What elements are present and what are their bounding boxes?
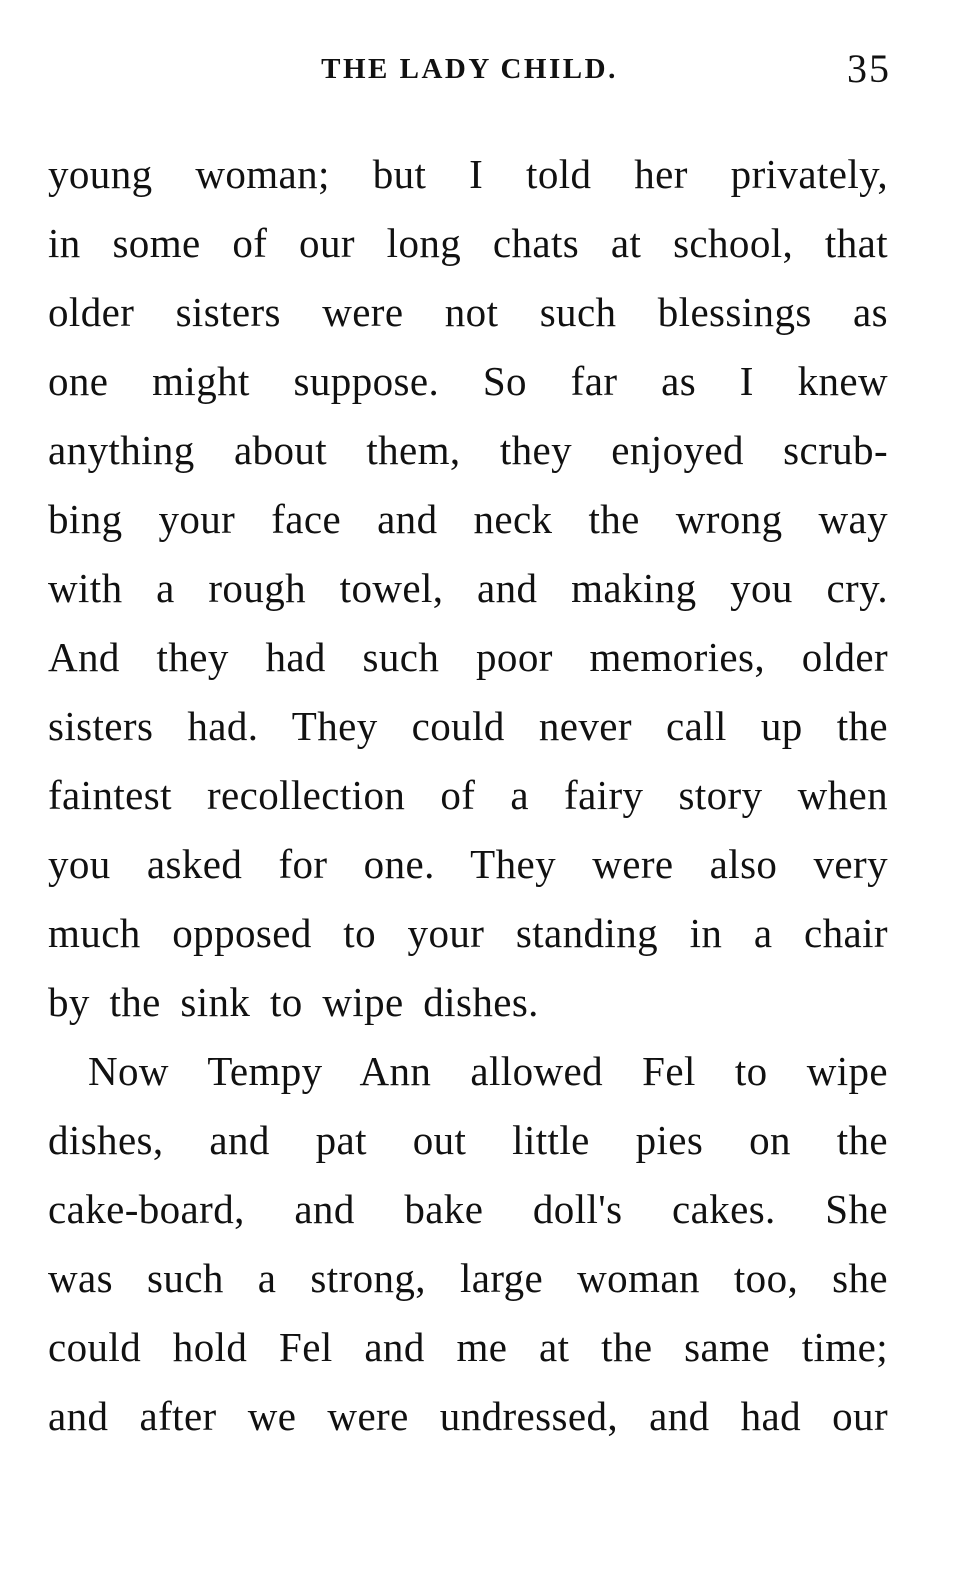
text-line: bing your face and neck the wrong way	[48, 496, 888, 542]
text-line: And they had such poor memories, older	[48, 634, 888, 680]
text-line: dishes, and pat out little pies on the	[48, 1117, 888, 1163]
text-line: young woman; but I told her privately,	[48, 151, 888, 197]
text-line: faintest recollection of a fairy story when	[48, 772, 888, 818]
text-line: much opposed to your standing in a chair	[48, 910, 888, 956]
running-head	[48, 45, 891, 95]
text-line: and after we were undressed, and had our	[48, 1393, 888, 1439]
text-line: in some of our long chats at school, that	[48, 220, 888, 266]
body-text	[48, 140, 888, 1451]
text-line: sisters had. They could never call up the	[48, 703, 888, 749]
text-line: Now Tempy Ann allowed Fel to wipe	[88, 1048, 888, 1094]
text-line: anything about them, they enjoyed scrub-	[48, 427, 888, 473]
text-line: could hold Fel and me at the same time;	[48, 1324, 888, 1370]
text-line: by the sink to wipe dishes.	[48, 979, 539, 1025]
paragraph	[48, 1037, 888, 1451]
text-line: was such a strong, large woman too, she	[48, 1255, 888, 1301]
paragraph	[48, 140, 888, 1037]
page-number: 35	[847, 46, 891, 91]
running-title: THE LADY CHILD.	[321, 53, 618, 85]
text-line: cake-board, and bake doll's cakes. She	[48, 1186, 888, 1232]
text-line: with a rough towel, and making you cry.	[48, 565, 888, 611]
text-line: older sisters were not such blessings as	[48, 289, 888, 335]
text-line: you asked for one. They were also very	[48, 841, 888, 887]
text-line: one might suppose. So far as I knew	[48, 358, 888, 404]
